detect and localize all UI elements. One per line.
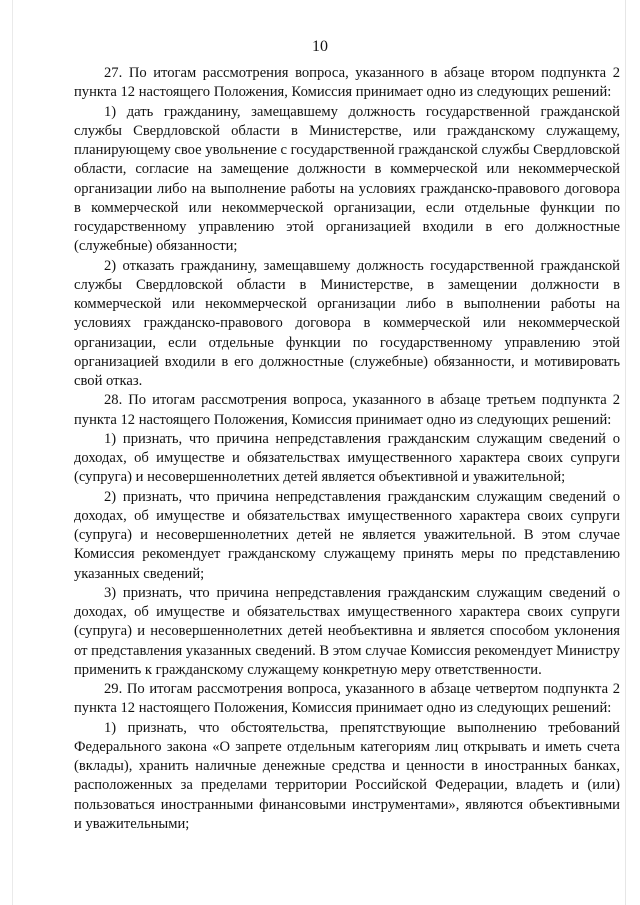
paragraph-27-item-1: 1) дать гражданину, замещавшему должность государственной гражданской службы Свердловской области в Министерстве, или гражданскому служащему, планирующему свое увольнение с государственной гражданской службы Свердловской области, согласие на замещение должности в коммерческой или некоммерческой организации либо на выполнение работы на условиях гражданско-правового договора в коммерческой или некоммерческой организации, если отдельные функции по государственному управлению этой организацией входили в его должностные (служебные) обязанности; <box>74 103 620 255</box>
page-number: 10 <box>312 38 328 55</box>
paragraph-29-intro: 29. По итогам рассмотрения вопроса, указанного в абзаце четвертом подпункта 2 пункта 12 настоящего Положения, Комиссия принимает одно из следующих решений: <box>74 681 620 717</box>
paragraph-27-intro: 27. По итогам рассмотрения вопроса, указанного в абзаце втором подпункта 2 пункта 12 настоящего Положения, Комиссия принимает одно из следующих решений: <box>74 65 620 101</box>
scan-edge-left <box>12 0 13 905</box>
paragraph-28-item-2: 2) признать, что причина непредставления гражданским служащим сведений о доходах, об имуществе и обязательствах имущественного характера своих супруги (супруга) и несовершеннолетних детей не является уважительной. В этом случае Комиссия рекомендует гражданскому служащему принять меры по представлению указанных сведений; <box>74 488 620 582</box>
paragraph-27-item-2: 2) отказать гражданину, замещавшему должность государственной гражданской службы Свердловской области в Министерстве, в замещении должности в коммерческой или некоммерческой организации либо в выполнении работы на условиях гражданско-правового договора в коммерческой или некоммерческой организации, если отдельные функции по государственному управлению этой организацией входили в его должностные (служебные) обязанности, и мотивировать свой отказ. <box>74 257 620 389</box>
scan-edge-right <box>625 0 626 905</box>
paragraph-28-intro: 28. По итогам рассмотрения вопроса, указанного в абзаце третьем подпункта 2 пункта 12 настоящего Положения, Комиссия принимает одно из следующих решений: <box>74 392 620 428</box>
paragraph-28-item-3: 3) признать, что причина непредставления гражданским служащим сведений о доходах, об имуществе и обязательствах имущественного характера своих супруги (супруга) и несовершеннолетних детей необъективна и является способом уклонения от представления указанных сведений. В этом случае Комиссия рекомендует Министру применить к гражданскому служащему конкретную меру ответственности. <box>74 584 620 678</box>
paragraph-29-item-1: 1) признать, что обстоятельства, препятствующие выполнению требований Федерального закона «О запрете отдельным категориям лиц открывать и иметь счета (вклады), хранить наличные денежные средства и ценности в иностранных банках, расположенных за пределами территории Российской Федерации, владеть и (или) пользоваться иностранными финансовыми инструментами», являются объективными и уважительными; <box>74 719 620 832</box>
paragraph-28-item-1: 1) признать, что причина непредставления гражданским служащим сведений о доходах, об имуществе и обязательствах имущественного характера своих супруги (супруга) и несовершеннолетних детей является объективной и уважительной; <box>74 430 620 486</box>
document-body <box>74 64 620 834</box>
